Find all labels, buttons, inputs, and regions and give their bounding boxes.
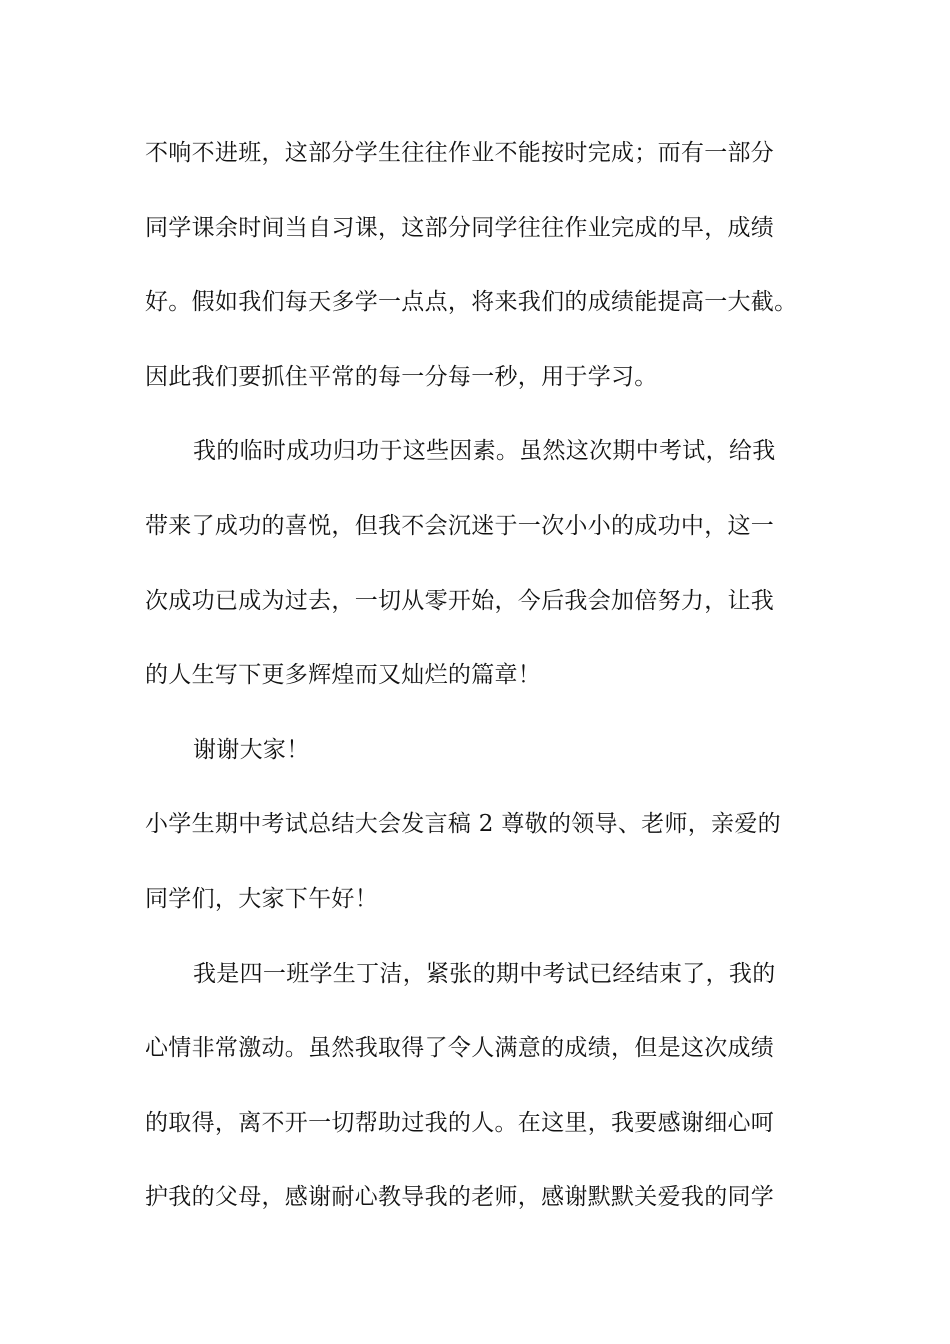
text-line-6: 带来了成功的喜悦，但我不会沉迷于一次小小的成功中，这一 xyxy=(145,512,775,539)
text-line-14: 的取得，离不开一切帮助过我的人。在这里，我要感谢细心呵 xyxy=(145,1109,775,1136)
text-line-5: 我的临时成功归功于这些因素。虽然这次期中考试，给我 xyxy=(193,438,776,465)
text-line-3: 好。假如我们每天多学一点点，将来我们的成绩能提高一大截。 xyxy=(145,289,798,316)
text-line-10: 小学生期中考试总结大会发言稿 2 尊敬的领导、老师，亲爱的 xyxy=(145,811,781,838)
text-line-1: 不响不进班，这部分学生往往作业不能按时完成；而有一部分 xyxy=(145,140,775,166)
text-line-7: 次成功已成为过去，一切从零开始，今后我会加倍努力，让我 xyxy=(145,587,775,614)
document-body xyxy=(145,131,825,1250)
text-line-2: 同学课余时间当自习课，这部分同学往往作业完成的早，成绩 xyxy=(145,214,775,241)
text-line-12: 我是四一班学生丁洁，紧张的期中考试已经结束了，我的 xyxy=(193,960,776,987)
text-line-13: 心情非常激动。虽然我取得了令人满意的成绩，但是这次成绩 xyxy=(145,1035,775,1062)
text-line-8: 的人生写下更多辉煌而又灿烂的篇章！ xyxy=(145,662,542,689)
text-line-9: 谢谢大家！ xyxy=(193,736,310,763)
text-line-11: 同学们，大家下午好！ xyxy=(145,885,378,912)
text-line-15: 护我的父母，感谢耐心教导我的老师，感谢默默关爱我的同学 xyxy=(145,1184,775,1211)
text-line-4: 因此我们要抓住平常的每一分每一秒，用于学习。 xyxy=(145,363,658,390)
